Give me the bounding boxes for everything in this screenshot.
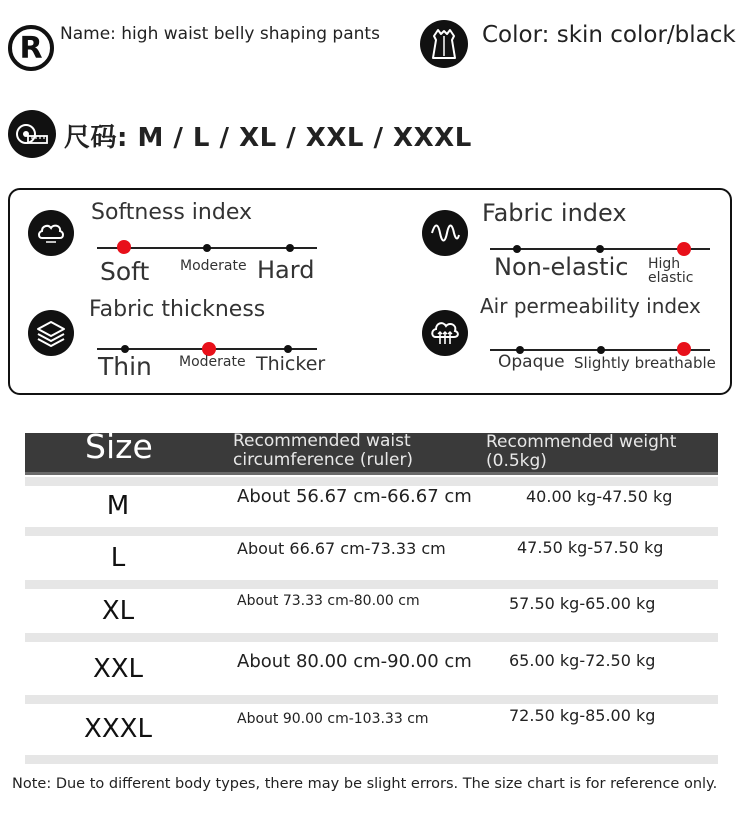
row-size-xxl: XXL <box>92 654 144 684</box>
label-hard: Hard <box>257 256 315 284</box>
label-thin: Thin <box>98 352 152 381</box>
header-underline <box>25 472 718 475</box>
scale-dot <box>286 244 294 252</box>
wave-fabric-icon <box>422 210 468 256</box>
label-slightly-breathable: Slightly breathable <box>574 354 716 372</box>
row-separator <box>25 755 718 764</box>
header-waist-line2: circumference (ruler) <box>233 450 414 470</box>
header-weight-line2: (0.5kg) <box>486 451 547 471</box>
size-chart-note: Note: Due to different body types, there may be slight errors. The size chart is for reference only. <box>12 776 718 792</box>
row-size-xl: XL <box>101 596 135 626</box>
product-color: Color: skin color/black <box>482 22 736 48</box>
fabric-index-title: Fabric index <box>482 199 627 227</box>
row-waist-xxxl: About 90.00 cm-103.33 cm <box>237 711 429 727</box>
dress-icon <box>420 20 468 68</box>
layers-icon <box>28 310 74 356</box>
header-weight <box>486 433 676 471</box>
row-separator <box>25 580 718 589</box>
row-separator <box>25 477 718 486</box>
row-waist-m: About 56.67 cm-66.67 cm <box>237 486 472 507</box>
row-weight-xxl: 65.00 kg-72.50 kg <box>509 651 656 670</box>
air-permeability-title: Air permeability index <box>480 294 701 318</box>
scale-dot <box>284 345 292 353</box>
row-separator <box>25 695 718 704</box>
cloud-air-icon <box>422 310 468 356</box>
row-separator <box>25 527 718 536</box>
row-waist-xl: About 73.33 cm-80.00 cm <box>237 593 420 609</box>
row-separator <box>25 633 718 642</box>
row-weight-xxxl: 72.50 kg-85.00 kg <box>509 706 656 725</box>
label-elastic: elastic <box>648 270 694 286</box>
scale-dot <box>513 245 521 253</box>
label-high: High <box>648 256 681 272</box>
scale-dot <box>597 346 605 354</box>
label-moderate-thickness: Moderate <box>179 354 246 370</box>
label-moderate: Moderate <box>180 258 247 274</box>
cloud-softness-icon <box>28 210 74 256</box>
softness-marker <box>117 240 131 254</box>
header-weight-line1: Recommended weight <box>486 432 677 452</box>
scale-dot <box>203 244 211 252</box>
row-size-m: M <box>106 491 130 521</box>
row-waist-xxl: About 80.00 cm-90.00 cm <box>237 651 472 672</box>
thickness-title: Fabric thickness <box>89 297 266 322</box>
row-size-l: L <box>110 543 126 573</box>
fabric-marker <box>677 242 691 256</box>
header-waist-line1: Recommended waist <box>233 431 411 451</box>
row-size-xxxl: XXXL <box>84 714 152 744</box>
registered-icon: R <box>8 25 54 71</box>
row-weight-xl: 57.50 kg-65.00 kg <box>509 594 656 613</box>
label-soft: Soft <box>100 257 150 286</box>
row-weight-l: 47.50 kg-57.50 kg <box>517 538 664 557</box>
label-thicker: Thicker <box>256 353 326 375</box>
softness-title: Softness index <box>91 200 252 225</box>
label-non-elastic: Non-elastic <box>494 253 629 281</box>
row-waist-l: About 66.67 cm-73.33 cm <box>237 539 446 558</box>
scale-dot <box>596 245 604 253</box>
tape-measure-icon <box>8 110 56 158</box>
product-sizes: 尺码: M / L / XL / XXL / XXXL <box>64 123 472 153</box>
header-size: Size <box>85 427 153 466</box>
row-weight-m: 40.00 kg-47.50 kg <box>526 487 673 506</box>
header-waist <box>233 432 413 470</box>
label-opaque: Opaque <box>498 352 565 372</box>
product-name: Name: high waist belly shaping pants <box>60 24 380 44</box>
